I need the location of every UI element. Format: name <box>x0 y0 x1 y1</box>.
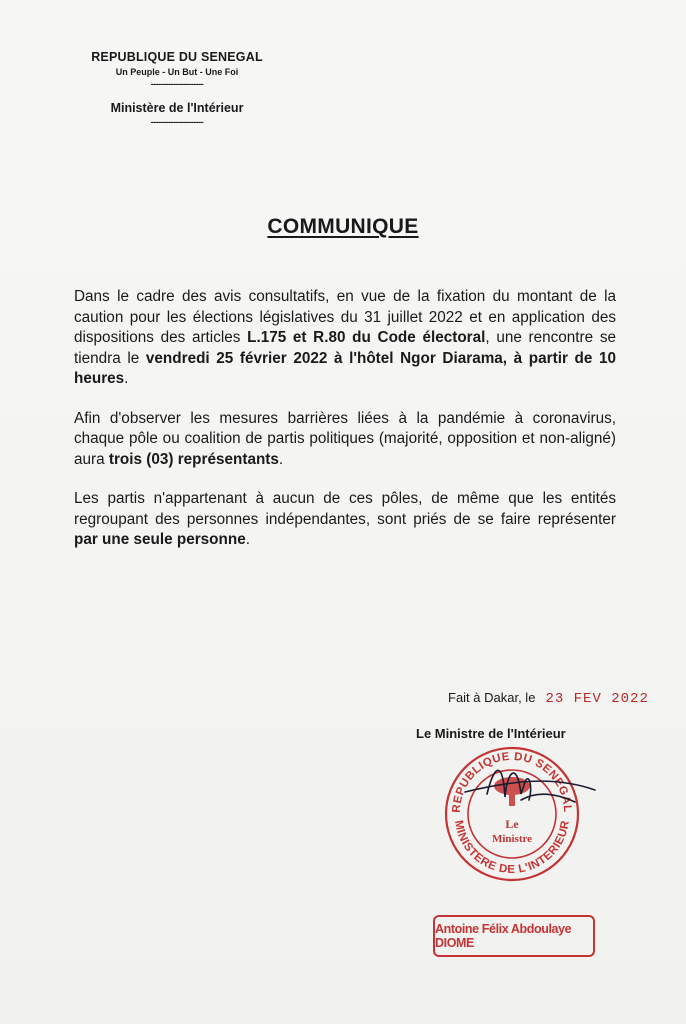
date-stamp: 23 FEV 2022 <box>545 691 649 707</box>
p3-bold-single: par une seule personne <box>74 531 246 548</box>
place-label: Fait à Dakar, le <box>448 690 536 705</box>
p1-text-1: Dans le cadre des avis consultatifs, en vue de la fixation du montant de la caution pour les élections législatives du 31 juillet 2022 et en application des dispositions des articles <box>74 288 616 346</box>
name-stamp: Antoine Félix Abdoulaye DIOME <box>433 915 595 957</box>
paragraph-3 <box>74 489 616 551</box>
letterhead <box>60 50 294 127</box>
separator: --------------------- <box>150 79 204 89</box>
p3-text-2: . <box>245 531 250 548</box>
paragraph-1 <box>74 287 616 390</box>
p3-text-1: Les partis n'appartenant à aucun de ces pôles, de même que les entités regroupant des personnes indépendantes, sont priés de se faire représenter <box>74 490 616 528</box>
paragraph-2 <box>74 409 616 471</box>
ministry-name: Ministère de l'Intérieur <box>110 101 244 115</box>
place-date <box>448 690 649 707</box>
ministry-seal <box>425 742 600 892</box>
seal-center-ministre: Ministre <box>491 833 533 845</box>
p2-bold-representatives: trois (03) représentants <box>108 450 279 468</box>
p2-text-1: Afin d'observer les mesures barrières liées à la pandémie à coronavirus, chaque pôle ou coalition de partis politiques (majorité, opposition et non-aligné) aura <box>74 409 616 468</box>
p1-text-2: , une rencontre se tiendra le <box>74 329 616 367</box>
signer-title: Le Ministre de l'Intérieur <box>416 726 566 741</box>
p1-text-3: . <box>124 370 129 387</box>
p2-text-2: . <box>278 450 284 468</box>
p1-bold-articles: L.175 et R.80 du Code électoral <box>247 329 486 346</box>
national-motto: Un Peuple - Un But - Une Foi <box>115 67 239 77</box>
country-name: REPUBLIQUE DU SENEGAL <box>91 50 263 64</box>
document-title: COMMUNIQUE <box>267 215 419 238</box>
separator-2: --------------------- <box>150 117 204 127</box>
seal-text-bottom: MINISTERE DE L'INTERIEUR <box>452 819 572 877</box>
p1-bold-meeting: vendredi 25 février 2022 à l'hôtel Ngor Diarama, à partir de 10 heures <box>74 349 616 387</box>
seal-text-top: REPUBLIQUE DU SENEGAL <box>450 750 574 814</box>
seal-center-le: Le <box>505 817 519 831</box>
document-body <box>74 287 616 570</box>
